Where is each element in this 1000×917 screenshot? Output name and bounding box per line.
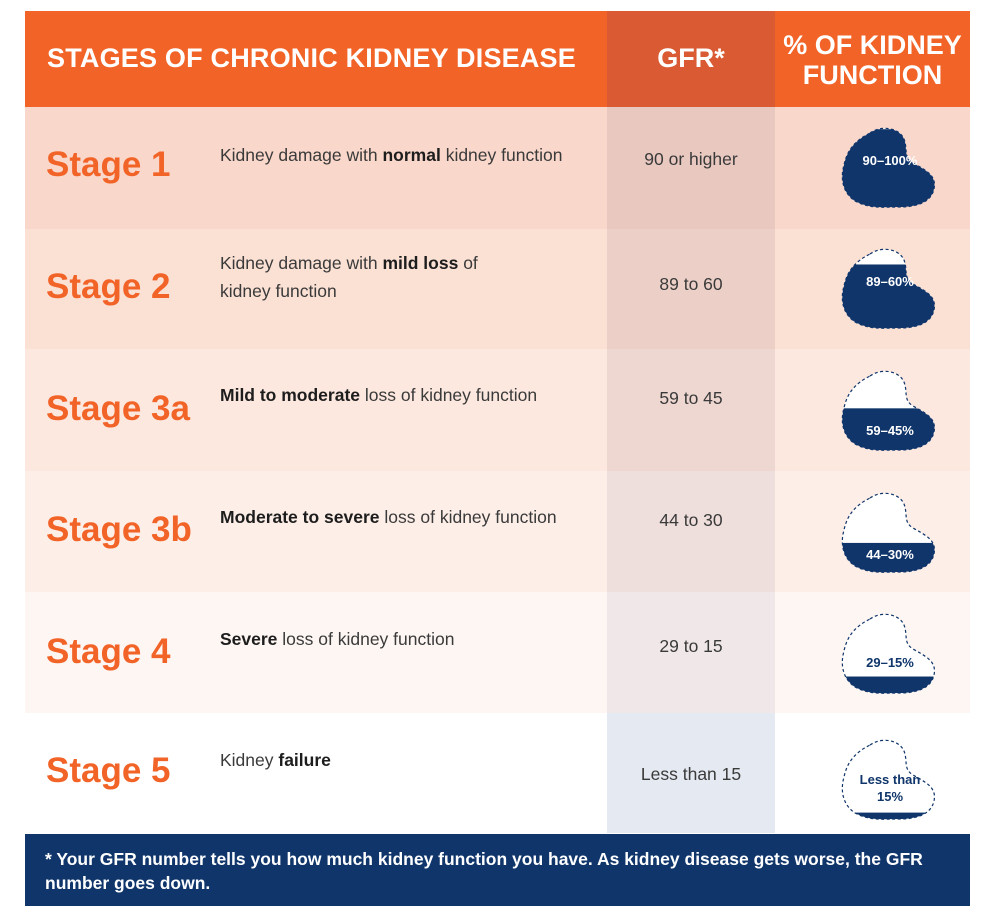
kidney-function-icon: [840, 368, 940, 452]
kidney-fill: [840, 677, 940, 695]
table-row: [25, 713, 970, 833]
gfr-cell: [607, 349, 775, 471]
stage-description: [220, 503, 600, 531]
table-row: [25, 349, 970, 471]
stage-label: Stage 5: [46, 751, 171, 790]
description-emphasis: normal: [382, 145, 441, 165]
stage-description: [220, 249, 510, 305]
description-text: loss of kidney function: [379, 507, 557, 527]
table-row: [25, 229, 970, 349]
kidney-percent-label: 59–45%: [866, 423, 914, 438]
stage-description: [220, 141, 600, 169]
stage-label: Stage 1: [46, 145, 171, 184]
gfr-value: 59 to 45: [659, 388, 723, 408]
gfr-value: 90 or higher: [644, 149, 738, 169]
description-text: kidney function: [440, 145, 563, 165]
kidney-percent-label: 44–30%: [866, 547, 914, 562]
kidney-percent-label: 29–15%: [866, 655, 914, 670]
gfr-value: 89 to 60: [659, 274, 723, 294]
description-emphasis: Mild to moderate: [220, 385, 361, 405]
stage-description: [220, 625, 600, 653]
kidney-percent-label: 89–60%: [866, 274, 914, 289]
gfr-value: 29 to 15: [659, 636, 723, 656]
stage-label: Stage 3a: [46, 389, 190, 428]
kidney-percent-label: 90–100%: [862, 153, 918, 168]
stage-description: [220, 746, 600, 774]
kidney-function-icon: [840, 490, 940, 574]
description-emphasis: failure: [278, 750, 331, 770]
stage-label: Stage 2: [46, 267, 171, 306]
table-title: STAGES OF CHRONIC KIDNEY DISEASE: [47, 43, 576, 73]
percent-header-line-1: % OF KIDNEY: [783, 30, 962, 60]
description-text: loss of kidney function: [360, 385, 538, 405]
stage-description: [220, 381, 600, 409]
kidney-function-icon: [840, 125, 940, 209]
kidney-function-icon: [840, 246, 940, 330]
gfr-value: Less than 15: [640, 764, 742, 784]
table-row: [25, 471, 970, 592]
percent-header-line-2: FUNCTION: [802, 60, 943, 90]
table-row: [25, 592, 970, 713]
description-emphasis: mild loss: [382, 253, 459, 273]
description-emphasis: Severe: [220, 629, 278, 649]
kidney-function-icon: [840, 611, 940, 695]
footnote-bar: [25, 834, 970, 906]
table-row: [25, 107, 970, 229]
kidney-percent-label-line-2: 15%: [876, 789, 904, 804]
gfr-cell: [607, 471, 775, 592]
description-text: Kidney damage with: [220, 253, 383, 273]
kidney-fill: [840, 129, 940, 209]
gfr-value: 44 to 30: [659, 510, 723, 530]
gfr-footnote: * Your GFR number tells you how much kidney function you have. As kidney disease gets worse, the GFR number goes down.: [45, 849, 923, 893]
description-text: Kidney damage with: [220, 145, 383, 165]
stage-label: Stage 3b: [46, 510, 192, 549]
description-emphasis: Moderate to severe: [220, 507, 380, 527]
description-text: loss of kidney function: [277, 629, 455, 649]
table-header: [25, 11, 970, 107]
gfr-column-header: GFR*: [657, 43, 725, 73]
stage-label: Stage 4: [46, 632, 171, 671]
kidney-percent-label: Less than: [859, 772, 921, 787]
kidney-function-icon: [840, 737, 940, 821]
percent-function-column-header: [775, 30, 970, 90]
description-text: of kidney function: [220, 253, 478, 301]
description-text: Kidney: [220, 750, 279, 770]
